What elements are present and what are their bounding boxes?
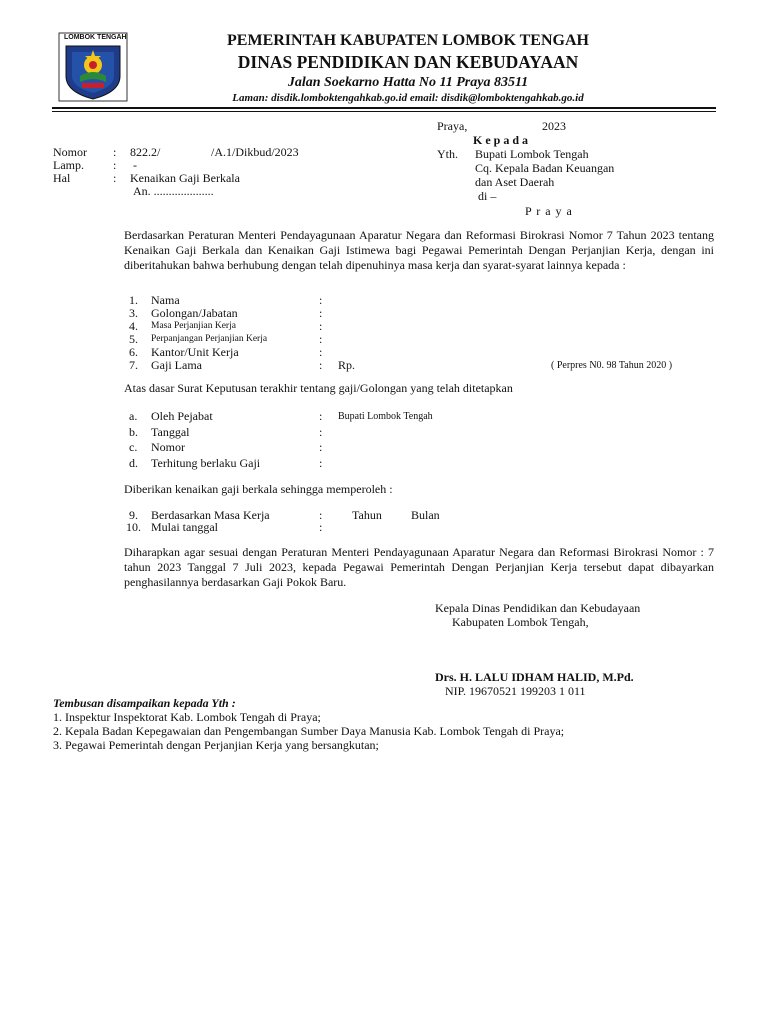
recipient-line: Bupati Lombok Tengah xyxy=(475,147,589,161)
hal-value: Kenaikan Gaji Berkala xyxy=(130,171,240,185)
list-item-number: 10. xyxy=(126,520,141,534)
colon: : xyxy=(319,358,323,372)
nomor-value-b: /A.1/Dikbud/2023 xyxy=(211,145,299,159)
list-item-label: Oleh Pejabat xyxy=(151,409,213,423)
letterhead-divider xyxy=(52,107,716,109)
list-item-label: Mulai tanggal xyxy=(151,520,218,534)
tembusan-item: 3. Pegawai Pemerintah dengan Perjanjian Kerja yang bersangkutan; xyxy=(53,738,379,752)
tembusan-item: 2. Kepala Badan Kepegawaian dan Pengembangan Sumber Daya Manusia Kab. Lombok Tengah di Praya; xyxy=(53,724,565,738)
tembusan-item: 1. Inspektur Inspektorat Kab. Lombok Tengah di Praya; xyxy=(53,710,321,724)
colon: : xyxy=(319,508,323,522)
list-item-label: Gaji Lama xyxy=(151,358,202,372)
hal-label: Hal xyxy=(53,171,71,185)
list-item-number: b. xyxy=(129,425,138,439)
list-item-label: Masa Perjanjian Kerja xyxy=(151,321,236,331)
colon: : xyxy=(319,425,323,439)
list-item-number: a. xyxy=(129,409,138,423)
perpres-reference: ( Perpres N0. 98 Tahun 2020 ) xyxy=(551,360,673,371)
list-item-number: d. xyxy=(129,456,138,470)
letterhead-department: DINAS PENDIDIKAN DAN KEBUDAYAAN xyxy=(237,52,579,72)
list-item-label: Berdasarkan Masa Kerja xyxy=(151,508,270,522)
recipient-city: P r a y a xyxy=(525,204,573,218)
colon: : xyxy=(319,456,323,470)
colon: : xyxy=(113,158,117,172)
intro-paragraph: Berdasarkan Peraturan Menteri Pendayagunaan Aparatur Negara dan Reformasi Birokrasi Nomor 7 Tahun 2023 tentang Kenaikan Gaji Berkala dan Kenaikan Gaji Istimewa bagi Pegawai Pemerintah Dengan Perjanjian Kerja, dengan ini diberitahukan bahwa berhubung dengan telah dipenuhinya masa kerja dan syarat-syarat lainnya kepada : xyxy=(124,228,714,272)
list-item-number: c. xyxy=(129,440,138,454)
recipient-line: di – xyxy=(478,189,497,203)
list-item-label: Kantor/Unit Kerja xyxy=(151,345,239,359)
colon: : xyxy=(319,345,323,359)
tahun-label: Tahun xyxy=(352,508,382,522)
list-item-number: 9. xyxy=(129,508,138,522)
colon: : xyxy=(319,409,323,423)
letterhead-contact: Laman: disdik.lomboktengahkab.go.id email: disdik@lomboktengahkab.go.id xyxy=(232,92,584,104)
sk-intro: Atas dasar Surat Keputusan terakhir tentang gaji/Golongan yang telah ditetapkan xyxy=(124,381,513,395)
list-item-label: Terhitung berlaku Gaji xyxy=(151,456,261,470)
nomor-value-a: 822.2/ xyxy=(130,145,161,159)
signatory-title: Kepala Dinas Pendidikan dan Kebudayaan xyxy=(435,601,641,615)
nomor-label: Nomor xyxy=(53,145,87,159)
letterhead-address: Jalan Soekarno Hatta No 11 Praya 83511 xyxy=(287,75,529,90)
regency-emblem-logo xyxy=(58,32,128,102)
list-item-label: Perpanjangan Perjanjian Kerja xyxy=(151,334,268,344)
an-value: An. .................... xyxy=(133,184,214,198)
bulan-label: Bulan xyxy=(411,508,440,522)
yth-label: Yth. xyxy=(437,147,458,161)
colon: : xyxy=(319,306,323,320)
signatory-title-2: Kabupaten Lombok Tengah, xyxy=(452,615,589,629)
year: 2023 xyxy=(542,119,566,133)
list-item-number: 3. xyxy=(129,306,138,320)
list-item-label: Golongan/Jabatan xyxy=(151,306,238,320)
closing-paragraph: Diharapkan agar sesuai dengan Peraturan Menteri Pendayagunaan Aparatur Negara dan Reformasi Birokrasi Nomor : 7 tahun 2023 Tanggal 7 Juli 2023, kepada Pegawai Pemerintah Dengan Perjanjian Kerja tersebut dapat dibayarkan penghasilannya berdasarkan Gaji Pokok Baru. xyxy=(124,545,714,589)
list-item-label: Tanggal xyxy=(151,425,190,439)
list-item-number: 4. xyxy=(129,319,138,333)
colon: : xyxy=(319,440,323,454)
list-item-label: Nomor xyxy=(151,440,185,454)
colon: : xyxy=(319,332,323,346)
letterhead-divider-thin xyxy=(52,111,716,112)
tembusan-heading: Tembusan disampaikan kepada Yth : xyxy=(53,696,236,710)
kepada-heading: K e p a d a xyxy=(473,133,529,147)
colon: : xyxy=(113,171,117,185)
place: Praya, xyxy=(437,119,468,133)
signatory-nip: NIP. 19670521 199203 1 011 xyxy=(445,684,586,698)
colon: : xyxy=(319,293,323,307)
signatory-name: Drs. H. LALU IDHAM HALID, M.Pd. xyxy=(435,670,634,684)
colon: : xyxy=(113,145,117,159)
recipient-line: dan Aset Daerah xyxy=(475,175,555,189)
logo-caption: LOMBOK TENGAH xyxy=(64,34,127,41)
list-item-label: Nama xyxy=(151,293,180,307)
colon: : xyxy=(319,319,323,333)
colon: : xyxy=(319,520,323,534)
list-item-number: 6. xyxy=(129,345,138,359)
list-item-number: 5. xyxy=(129,332,138,346)
list-item-number: 7. xyxy=(129,358,138,372)
new-salary-intro: Diberikan kenaikan gaji berkala sehingga memperoleh : xyxy=(124,482,393,496)
list-item-value: Bupati Lombok Tengah xyxy=(338,411,433,422)
lamp-value: - xyxy=(133,158,137,172)
lamp-label: Lamp. xyxy=(53,158,84,172)
recipient-line: Cq. Kepala Badan Keuangan xyxy=(475,161,615,175)
list-item-number: 1. xyxy=(129,293,138,307)
letterhead-government: PEMERINTAH KABUPATEN LOMBOK TENGAH xyxy=(227,32,589,49)
gaji-currency: Rp. xyxy=(338,358,356,372)
